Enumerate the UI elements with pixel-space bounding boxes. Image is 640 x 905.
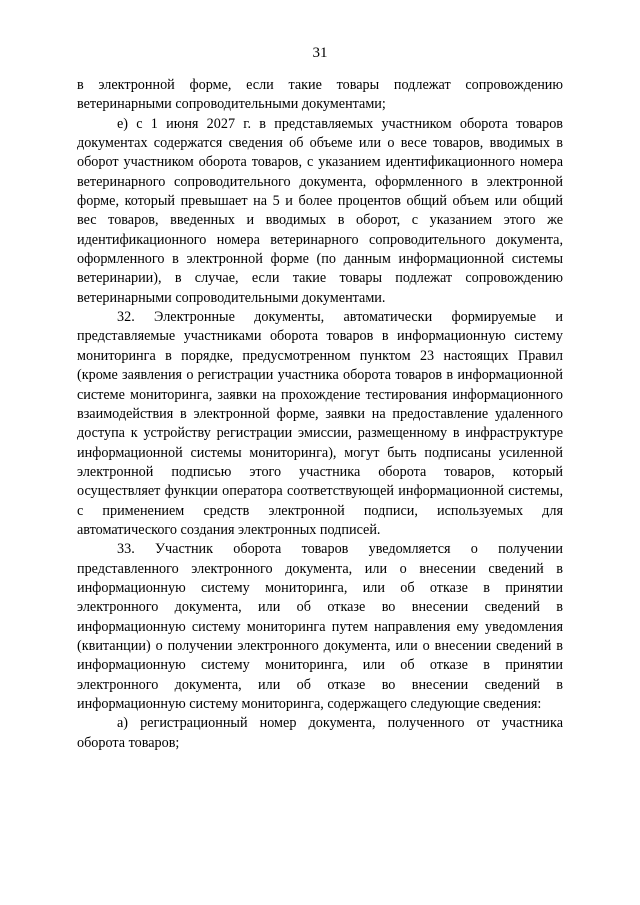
page-number: 31 xyxy=(312,45,328,61)
paragraph-33: 33. Участник оборота товаров уведомляется о получении представленного электронного документа, или о внесении сведений в информационную систему мониторинга, или об отказе в принятии электронного документа, или об отказе во внесении сведений в информационную систему мониторинга путем направления ему уведомления (квитанции) о получении электронного документа, или о внесении сведений в информационную систему мониторинга, или об отказе в принятии электронного документа, или об отказе во внесении сведений в информационную систему мониторинга, содержащего следующие сведения: xyxy=(77,541,563,712)
paragraph-continuation: в электронной форме, если такие товары подлежат сопровождению ветеринарными сопроводительными документами; xyxy=(77,77,563,113)
paragraph-subitem-a: а) регистрационный номер документа, полученного от участника оборота товаров; xyxy=(77,715,563,751)
paragraph-subitem-e: е) с 1 июня 2027 г. в представляемых участником оборота товаров документах содержатся сведения об объеме или о весе товаров, вводимых в оборот участником оборота товаров, с указанием идентификационного номера ветеринарного сопроводительного документа, оформленного в электронной форме, который превышает на 5 и более процентов общий объем или общий вес товаров, введенных и вводимых в оборот, с указанием этого же идентификационного номера ветеринарного сопроводительного документа, оформленного в электронной форме (по данным информационной системы ветеринарии), в случае, если такие товары подлежат сопровождению ветеринарными сопроводительными документами. xyxy=(77,115,563,306)
document-body xyxy=(77,76,563,753)
paragraph-32: 32. Электронные документы, автоматически формируемые и представляемые участниками оборота товаров в информационную систему мониторинга в порядке, предусмотренном пунктом 23 настоящих Правил (кроме заявления о регистрации участника оборота товаров в информационной системе мониторинга, заявки на прохождение тестирования информационного взаимодействия в электронной форме, заявки на предоставление удаленного доступа к устройству регистрации эмиссии, размещенному в инфраструктуре информационной системы мониторинга), могут быть подписаны усиленной электронной подписью этого участника оборота товаров, который осуществляет функции оператора соответствующей информационной системы, с применением средств электронной подписи, используемых для автоматического создания электронных подписей. xyxy=(77,309,563,538)
